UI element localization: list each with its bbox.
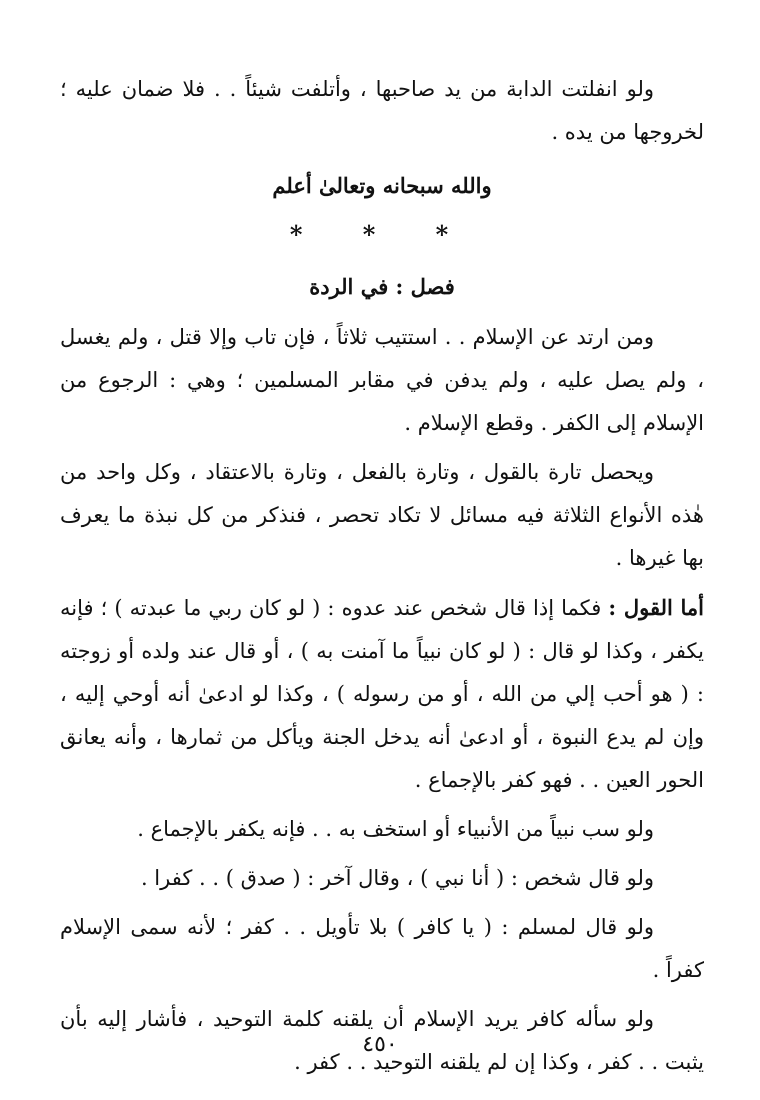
- paragraph-tawhid: ولو سأله كافر يريد الإسلام أن يلقنه كلمة التوحيد ، فأشار إليه بأن يثبت . . كفر ، وكذا إن لم يلقنه التوحيد . . كفر .: [60, 1007, 704, 1074]
- page-number: ٤٥٠: [362, 1032, 398, 1057]
- paragraph-speech: [60, 586, 704, 802]
- closing-formula: والله سبحانه وتعالىٰ أعلم: [272, 173, 492, 198]
- paragraph-apostasy-types: ويحصل تارة بالقول ، وتارة بالفعل ، وتارة بالاعتقاد ، وكل واحد من هٰذه الأنواع الثلاثة فيه مسائل لا تكاد تحصر ، فنذكر من كل نبذة ما يعرف بها غيرها .: [60, 460, 704, 570]
- section-divider-stars: * * *: [289, 220, 475, 249]
- section-title: فصل : في الردة: [309, 274, 455, 299]
- paragraph-speech-lead: أما القول :: [608, 595, 704, 620]
- paragraph-speech-body: فكما إذا قال شخص عند عدوه : ( لو كان ربي ما عبدته ) ؛ فإنه يكفر ، وكذا لو قال : ( لو كان نبياً ما آمنت به ) ، أو قال عند ولده أو زوجته : ( هو أحب إلي من الله ، أو من رسوله ) ، وكذا لو ادعىٰ أنه أوحي إليه ، وإن لم يدع النبوة ، أو ادعىٰ أنه يدخل الجنة ويأكل من ثمارها ، وأنه يعانق الحور العين . . فهو كفر بالإجماع .: [60, 596, 704, 792]
- page-body: [60, 68, 704, 1090]
- paragraph-insult-prophet: ولو سب نبياً من الأنبياء أو استخف به . . فإنه يكفر بالإجماع .: [137, 817, 654, 841]
- paragraph-call-kafir: ولو قال لمسلم : ( يا كافر ) بلا تأويل . . كفر ؛ لأنه سمى الإسلام كفراً .: [60, 915, 704, 982]
- paragraph-apostasy-definition: ومن ارتد عن الإسلام . . استتيب ثلاثاً ، فإن تاب وإلا قتل ، ولم يغسل ، ولم يصل عليه ، ولم يدفن في مقابر المسلمين ؛ وهي : الرجوع من الإسلام إلى الكفر . وقطع الإسلام .: [60, 325, 704, 435]
- paragraph-claim-prophet: ولو قال شخص : ( أنا نبي ) ، وقال آخر : ( صدق ) . . كفرا .: [140, 866, 654, 890]
- paragraph-stray-animal: ولو انفلتت الدابة من يد صاحبها ، وأتلفت شيئاً . . فلا ضمان عليه ؛ لخروجها من يده .: [60, 77, 704, 144]
